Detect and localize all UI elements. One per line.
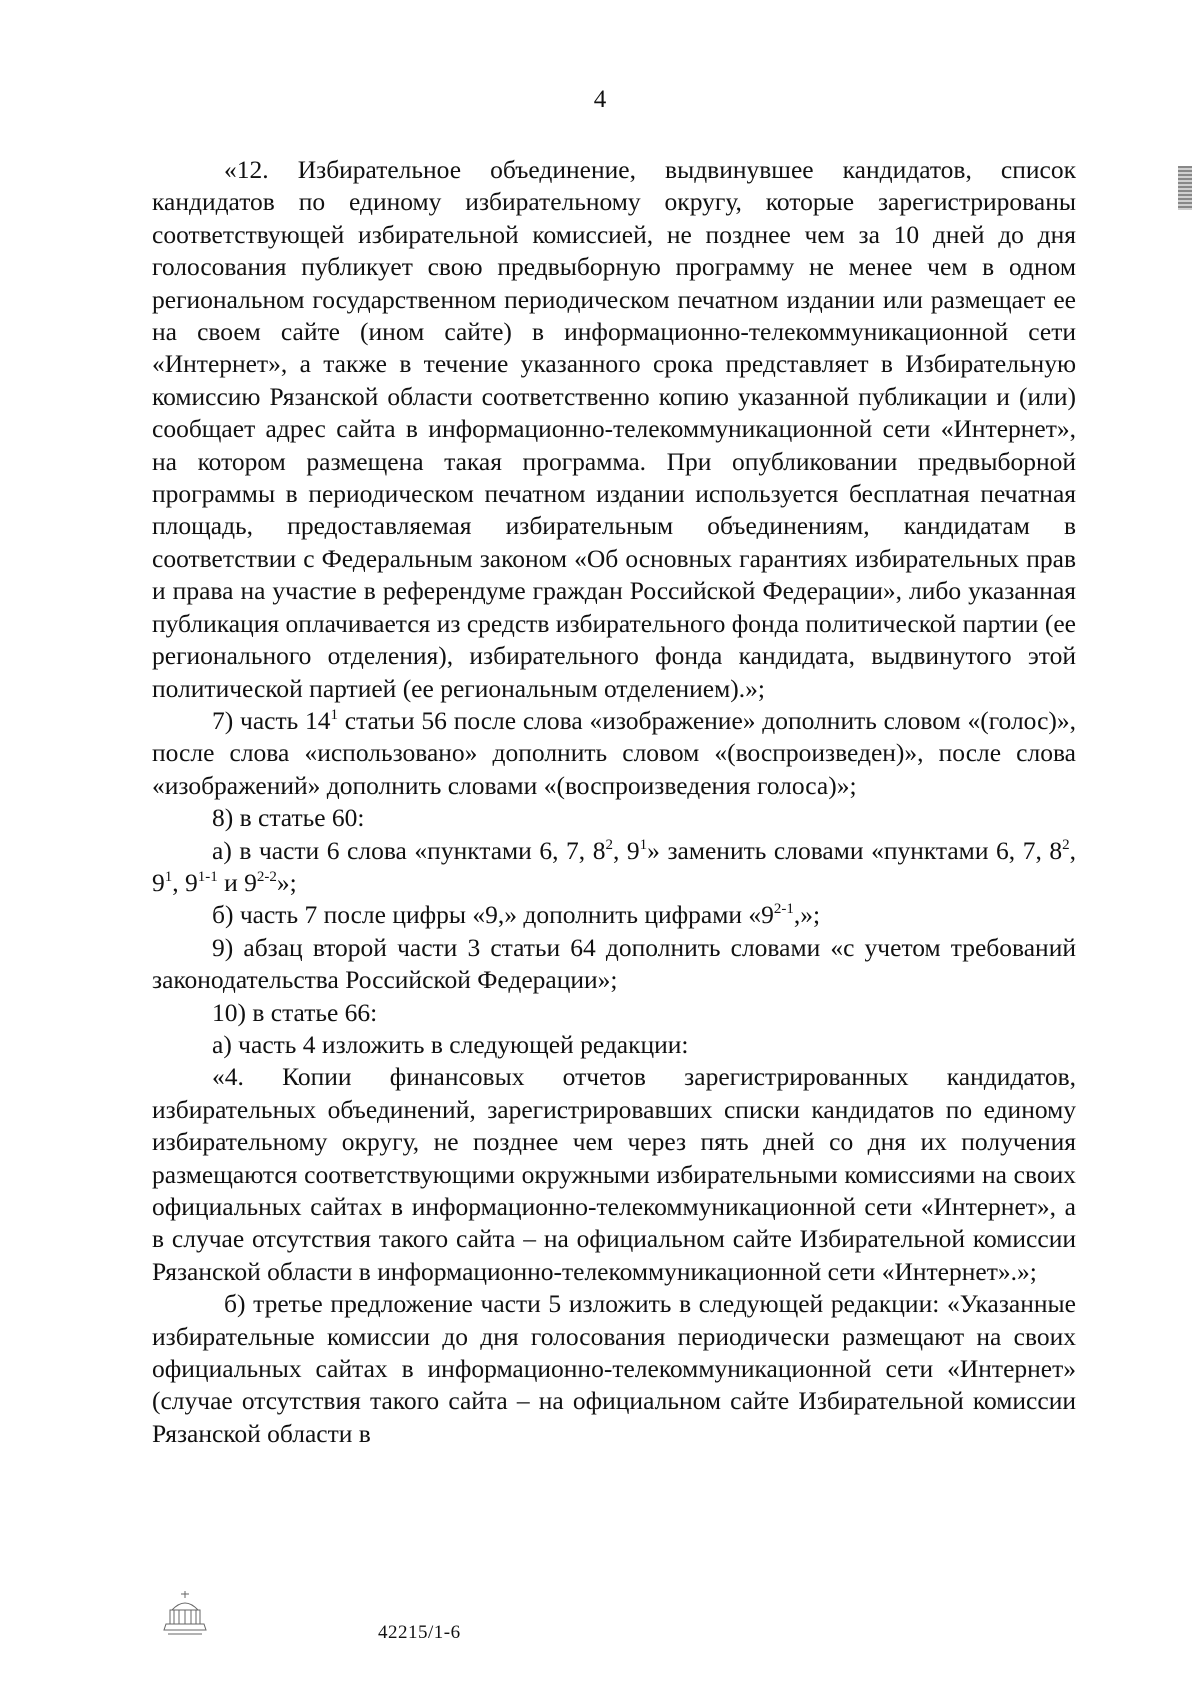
document-code: 42215/1-6 <box>378 1622 461 1643</box>
publisher-logo-icon <box>162 1588 208 1638</box>
text-segment: 7) часть 14 <box>212 705 331 735</box>
scan-edge-mark <box>1178 166 1192 210</box>
paragraph-p3 <box>152 802 1076 834</box>
superscript: 1-1 <box>197 868 218 885</box>
superscript: 1 <box>639 836 648 853</box>
text-segment: б) часть 7 после цифры «9,» дополнить цифрами «9 <box>212 900 774 930</box>
paragraph-p9 <box>152 1061 1076 1288</box>
paragraph-p10 <box>152 1288 1076 1450</box>
page-number: 4 <box>593 86 607 113</box>
paragraph-p6 <box>152 932 1076 997</box>
text-segment: »; <box>276 867 297 897</box>
text-segment: ,»; <box>793 900 821 930</box>
text-segment: , 9 <box>612 835 640 865</box>
superscript: 1 <box>330 706 339 723</box>
superscript: 2-1 <box>773 901 794 918</box>
text-segment: «12. Избирательное объединение, выдвинувшее кандидатов, список кандидатов по единому избирательному округу, которые зарегистрированы соответствующей избирательной комиссией, не позднее чем за 10 дней до дня голосования публикует свою предвыборную программу не менее чем в одном региональном государственном периодическом печатном издании или размещает ее на своем сайте (ином сайте) в информационно-телекоммуникационной сети «Интернет», а также в течение указанного срока представляет в Избирательную комиссию Рязанской области соответственно копию указанной публикации и (или) сообщает адрес сайта в информационно-телекоммуникационной сети «Интернет», на котором размещена такая программа. При опубликовании предвыборной программы в периодическом печатном издании используется бесплатная печатная площадь, предоставляемая избирательным объединениям, кандидатам в соответствии с Федеральным законом «Об основных гарантиях избирательных прав и права на участие в референдуме граждан Российской Федерации», либо указанная публикация оплачивается из средств избирательного фонда политической партии (ее регионального отделения), избирательного фонда кандидата, выдвинутого этой политической партией (ее региональным отделением).»; <box>152 155 1076 703</box>
text-segment: » заменить словами «пунктами 6, 7, 8 <box>647 835 1063 865</box>
paragraph-p7 <box>152 997 1076 1029</box>
superscript: 2 <box>1062 836 1070 853</box>
paragraph-p8 <box>152 1029 1076 1061</box>
text-segment: а) в части 6 слова «пунктами 6, 7, 8 <box>212 835 606 865</box>
text-segment: а) часть 4 изложить в следующей редакции: <box>212 1029 689 1059</box>
paragraph-p2 <box>152 705 1076 802</box>
text-segment: б) третье предложение части 5 изложить в следующей редакции: «Указанные избирательные комиссии до дня голосования периодически размещают на своих официальных сайтах в информационно-телекоммуникационной сети «Интернет» (случае отсутствия такого сайта – на официальном сайте Избирательной комиссии Рязанской области в <box>152 1289 1076 1448</box>
document-body <box>152 154 1076 1450</box>
text-segment: «4. Копии финансовых отчетов зарегистрированных кандидатов, избирательных объединений, зарегистрировавших списки кандидатов по единому избирательному округу, не позднее чем через пять дней со дня их получения размещаются соответствующими окружными избирательными комиссиями на своих официальных сайтах в информационно-телекоммуникационной сети «Интернет», а в случае отсутствия такого сайта – на официальном сайте Избирательной комиссии Рязанской области в информационно-телекоммуникационной сети «Интернет».»; <box>152 1062 1076 1286</box>
text-segment: статьи 56 после слова «изображение» дополнить словом «(голос)», после слова «использовано» дополнить словом «(воспроизведен)», после слова «изображений» дополнить словами «(воспроизведения голоса)»; <box>152 705 1076 800</box>
text-segment: , 9 <box>152 835 1076 897</box>
text-segment: , 9 <box>172 867 198 897</box>
text-segment: 10) в статье 66: <box>212 997 378 1027</box>
text-segment: 9) абзац второй части 3 статьи 64 дополнить словами «с учетом требований законодательства Российской Федерации»; <box>152 932 1076 995</box>
paragraph-p4 <box>152 835 1076 900</box>
paragraph-p5 <box>152 899 1076 931</box>
text-segment: и 9 <box>217 867 257 897</box>
superscript: 2 <box>605 836 613 853</box>
superscript: 1 <box>164 868 173 885</box>
paragraph-p1 <box>152 154 1076 705</box>
text-segment: 8) в статье 60: <box>212 803 365 833</box>
superscript: 2-2 <box>256 868 277 885</box>
